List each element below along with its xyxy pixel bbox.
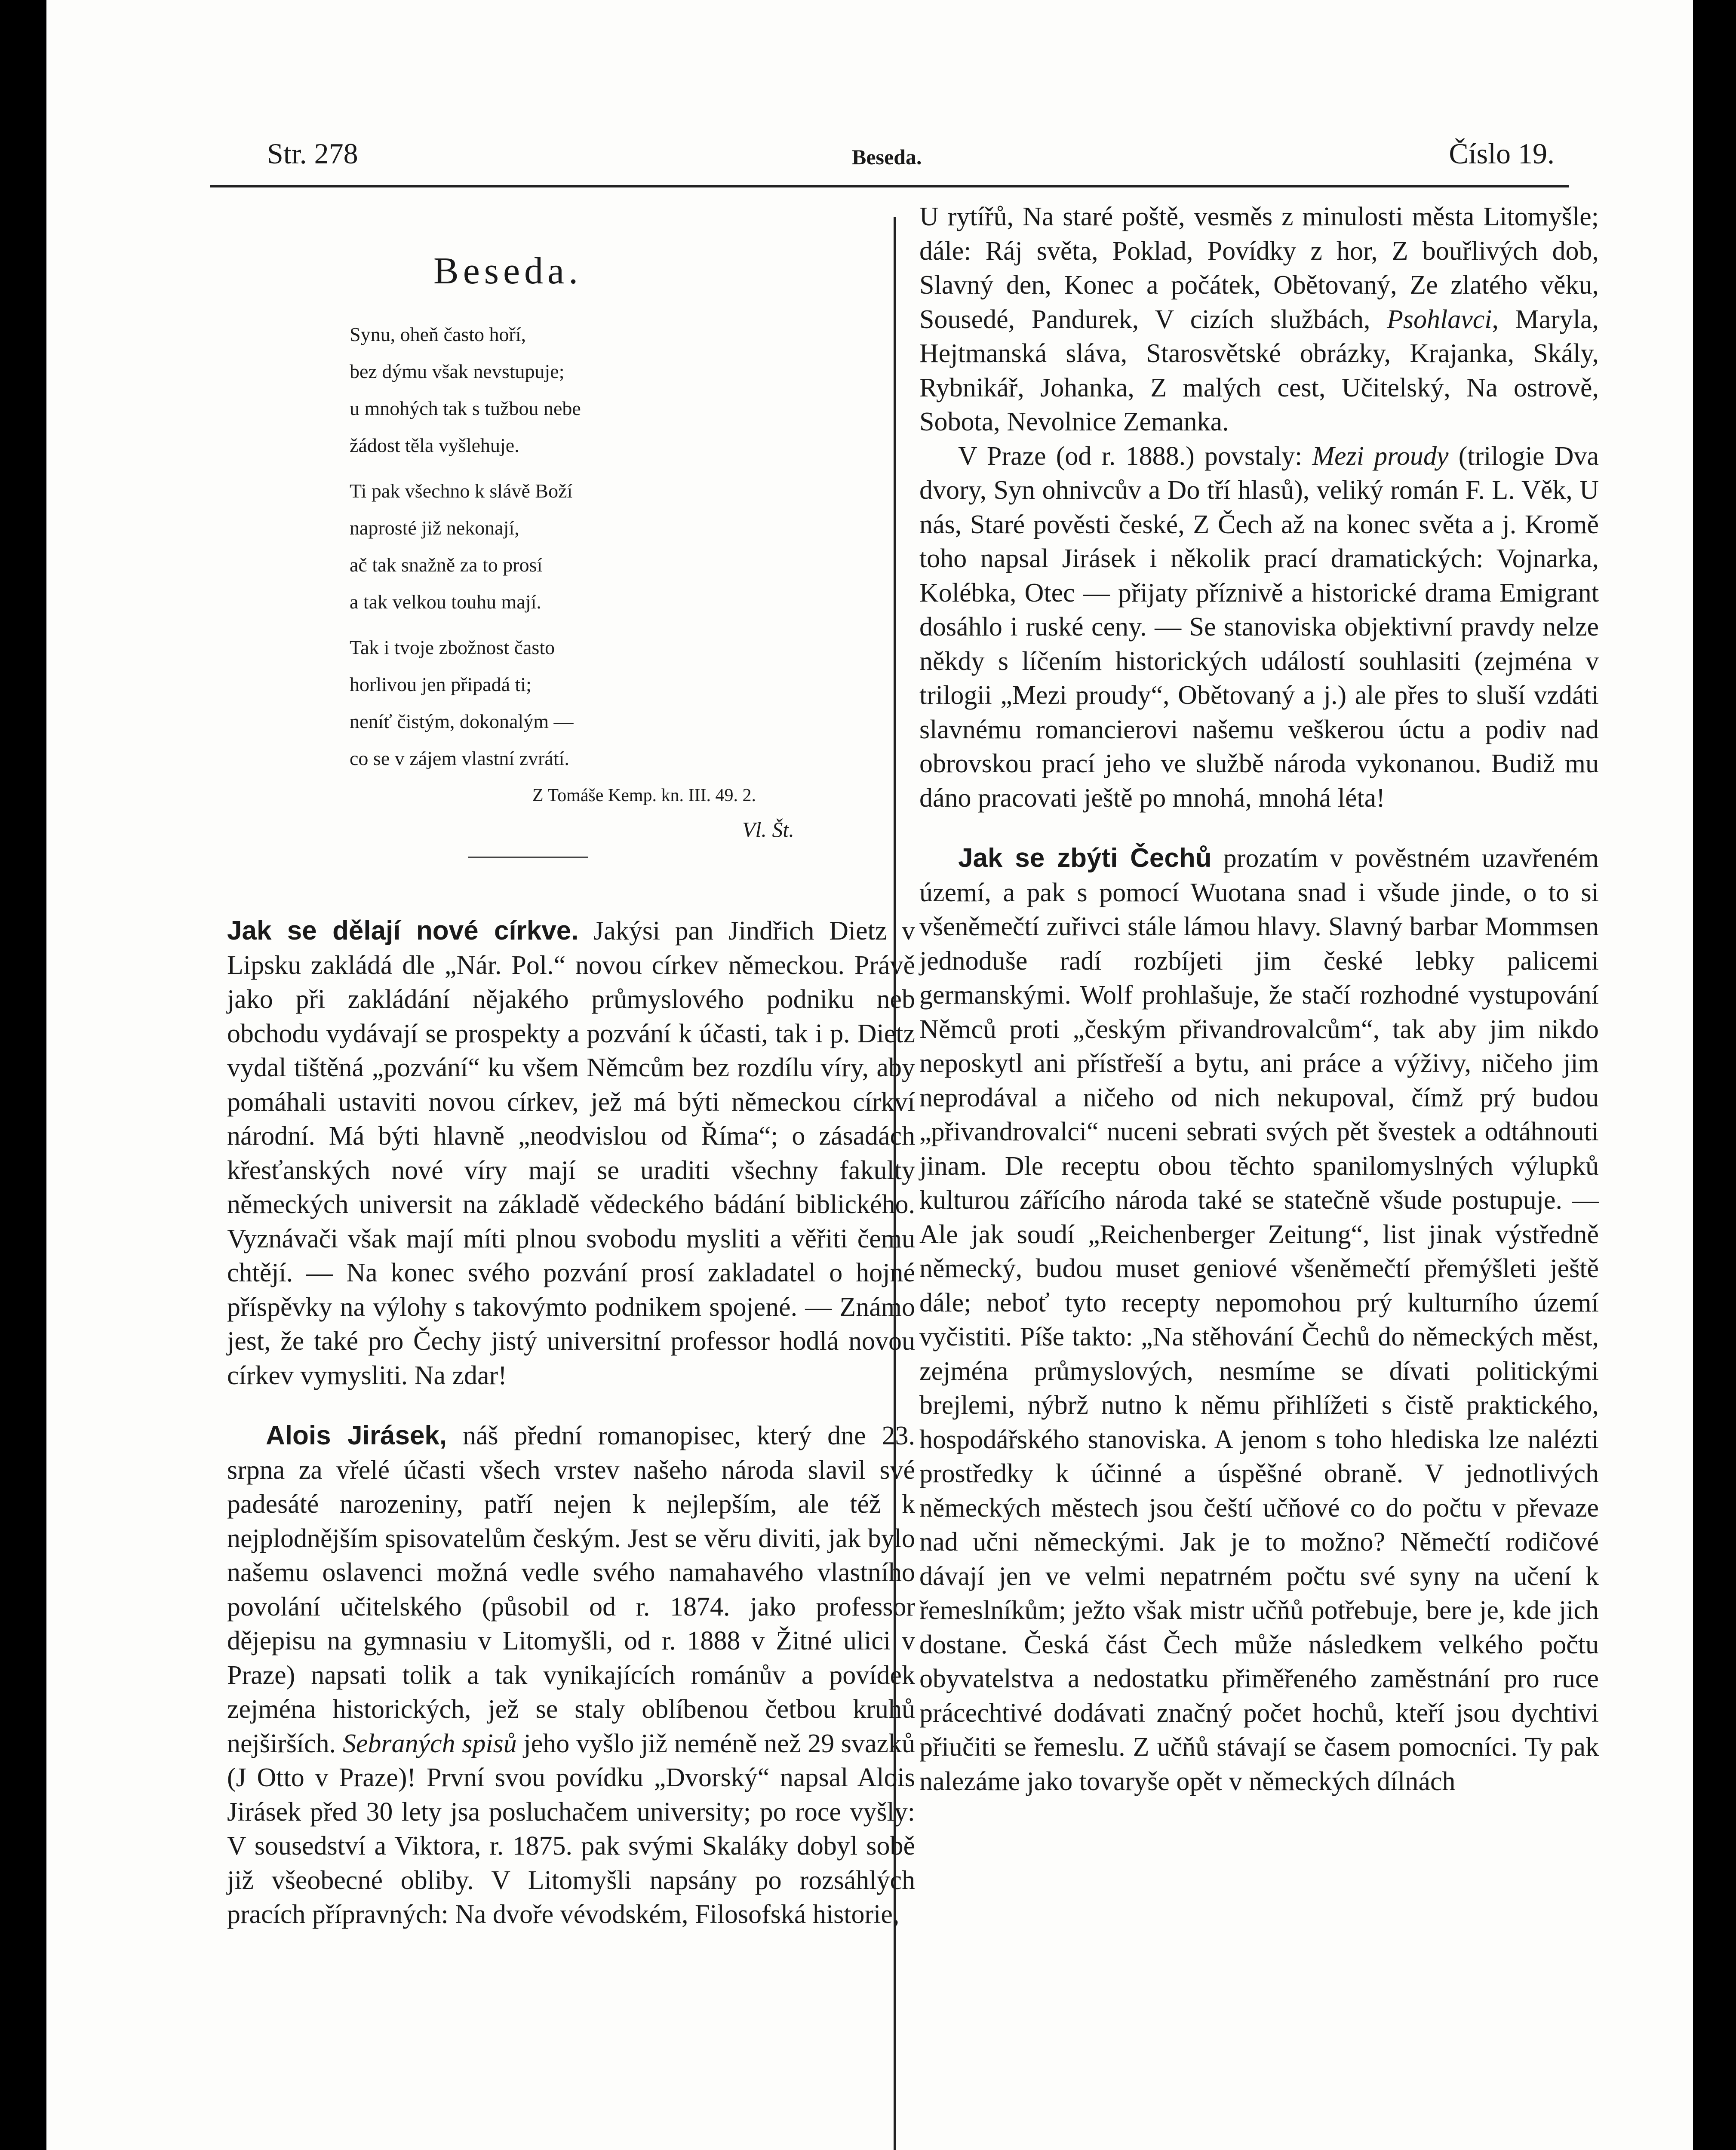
poem-line: Ti pak všechno k slávě Boží: [350, 480, 573, 502]
article-churches: Jak se dělají nové církve. Jakýsi pan Jindřich Dietz v Lipsku zakládá dle „Nár. Pol.“ novou církev německou. Právě jako při zakládání nějakého průmyslového podniku neb obchodu vydávají se prospekty a pozvání k účasti, tak i p. Dietz vydal tištěná „pozvání“ ku všem Němcům bez rozdílu víry, aby pomáhali ustaviti novou církev, jež má býti německou církví národní. Má býti hlavně „neodvislou od Říma“; o zásadách křesťanských nové víry mají se uraditi všechny fakulty německých universit na základě vědeckého bádání biblického. Vyznávači však mají míti plnou svobodu mysliti a věřiti čemu chtějí. — Na konec svého pozvání prosí zakladatel o hojné příspěvky na výlohy s takovýmto podnikem spojené. — Známo jest, že také pro Čechy jistý universitní professor hodlá novou církev vymysliti. Na zdar!: [227, 916, 915, 1390]
poem-line: naprosté již nekonají,: [350, 517, 519, 539]
poem-signature: Vl. Št.: [742, 817, 794, 842]
poem-line: co se v zájem vlastní zvrátí.: [350, 747, 569, 769]
header-rule: [210, 185, 1569, 187]
jirasek-prague: V Praze (od r. 1888.) povstaly: Mezi proudy (trilogie Dva dvory, Syn ohnivcův a Do tří hlasů), veliký román F. L. Věk, U nás, Staré pověsti české, Z Čech až na konec světa a j. Kromě toho napsal Jirásek i několik prací dramatických: Vojnarka, Kolébka, Otec — přijaty příznivě a historické drama Emigrant dosáhlo i ruské ceny. — Se stanoviska objektivní pravdy nelze někdy s líčením historických událostí souhlasiti (zejména v trilogii „Mezi proudy“, Obětovaný a j.) ale přes to sluší vzdáti slavnému romancierovi našemu veškerou úctu a podiv nad obrovskou prací jeho ve službě národa vykonanou. Budiž mu dáno pracovati ještě po mnohá, mnohá léta!: [919, 441, 1599, 813]
running-header: [218, 137, 1559, 180]
poem-stanza: [350, 629, 823, 777]
page: [46, 0, 1693, 2150]
poem-line: a tak velkou touhu mají.: [350, 591, 541, 613]
poem-title: Beseda.: [433, 250, 583, 292]
poem-stanza: [350, 316, 823, 464]
left-column: [227, 914, 915, 1932]
poem-stanza: [350, 473, 823, 620]
article-czechs: Jak se zbýti Čechů prozatím v pověstném uzavřeném území, a pak s pomocí Wuotana snad i všude jinde, o to si všeněmečtí zuřivci stále lámou hlavy. Slavný barbar Mommsen jednoduše radí rozbíjeti jim české lebky palicemi germanskými. Wolf prohlašuje, že stačí rozhodné vystupování Němců proti „českým přivandrovalcům“, tak aby jim nikdo neposkytl ani přístřeší a bytu, ani práce a výživy, ničeho jim neprodával a ničeho od nich nekupoval, čímž prý budou „přivandrovalci“ nuceni sebrati svých pět švestek a odtáhnouti jinam. Dle receptu obou těchto spanilomyslných výlupků kulturou zářícího národa také se statečně všude postupuje. — Ale jak soudí „Reichenberger Zeitung“, list jinak výstředně německý, budou muset geniové všeněmečtí přemýšleti ještě dále; neboť tyto recepty nepomohou prý kulturního území vyčistiti. Píše takto: „Na stěhování Čechů do německých měst, zejména průmyslových, nesmíme se dívati politickými brejlemi, nýbrž nutno k němu přihlížeti s čistě praktického, hospodářského stanoviska. A jenom s toho hlediska lze nalézti prostředky k účinné a úspěšné obraně. V jednotlivých německých městech jsou čeští učňové co do počtu v převaze nad učni německými. Jak je to možno? Němečtí rodičové dávají jen ve velmi nepatrném počtu své syny na učení k řemeslníkům; ježto však mistr učňů potřebuje, bere je, kde jich dostane. Česká část Čech může následkem velkého počtu obyvatelstva a nedostatku přiměřeného zaměstnání pro ruce prácechtivé dodávati značný počet hochů, kteří jsou dychtivi přiučiti se řemeslu. Z učňů stávají se časem pomocníci. Ty pak nalezáme jako tovaryše opět v německých dílnách: [919, 843, 1599, 1796]
poem-line: neníť čistým, dokonalým —: [350, 710, 574, 732]
poem-line: horlivou jen připadá ti;: [350, 673, 532, 695]
header-title: Beseda.: [852, 145, 922, 169]
page-number: Str. 278: [267, 137, 358, 170]
article-jirasek: Alois Jirásek, náš přední romanopisec, který dne 23. srpna za vřelé účasti všech vrstev našeho národa slavil své padesáté narozeniny, patří nejen k nejlepším, ale též k nejplodnějším spisovatelům českým. Jest se věru diviti, jak bylo našemu oslavenci možná vedle svého namahavého vlastního povolání učitelského (působil od r. 1874. jako professor dějepisu na gymnasiu v Litomyšli, od r. 1888 v Žitné ulici v Praze) napsati tolik a tak vynikajících románův a povídek zejména historických, jež se staly oblíbenou četbou kruhů nejširších. Sebraných spisů jeho vyšlo již neméně než 29 svazků (J Otto v Praze)! První svou povídku „Dvorský“ napsal Alois Jirásek před 30 lety jsa posluchačem university; po roce vyšly: V sousedství a Viktora, r. 1875. pak svými Skaláky dobyl sobě již všeobecné obliby. V Litomyšli napsány po rozsáhlých pracích přípravných: Na dvoře vévodském, Filosofská historie,: [227, 1421, 915, 1929]
section-divider: [468, 857, 588, 858]
right-column: [919, 200, 1599, 1799]
poem-line: bez dýmu však nevstupuje;: [350, 360, 565, 382]
poem-line: u mnohých tak s tužbou nebe: [350, 397, 581, 419]
article-heading: Jak se zbýti Čechů: [958, 843, 1212, 873]
poem-line: Tak i tvoje zbožnost často: [350, 636, 555, 658]
poem-line: ač tak snažně za to prosí: [350, 554, 543, 576]
jirasek-continued: U rytířů, Na staré poště, vesměs z minulosti města Litomyšle; dále: Ráj světa, Poklad, Povídky z hor, Z bouřlivých dob, Slavný den, Konec a počátek, Obětovaný, Ze zlatého věku, Sousedé, Pandurek, V cizích službách, Psohlavci, Maryla, Hejtmanská sláva, Starosvětské obrázky, Krajanka, Skály, Rybnikář, Johanka, Z malých cest, Učitelský, Na ostrově, Sobota, Nevolnice Zemanka.: [919, 202, 1599, 436]
issue-number: Číslo 19.: [1449, 137, 1555, 170]
article-heading: Jak se dělají nové církve.: [227, 916, 579, 946]
poem-line: žádost těla vyšlehuje.: [350, 434, 519, 456]
poem-attribution: Z Tomáše Kemp. kn. III. 49. 2.: [532, 786, 756, 805]
article-heading: Alois Jirásek,: [266, 1421, 447, 1450]
poem-line: Synu, oheň často hoří,: [350, 323, 526, 345]
poem: [350, 316, 823, 786]
